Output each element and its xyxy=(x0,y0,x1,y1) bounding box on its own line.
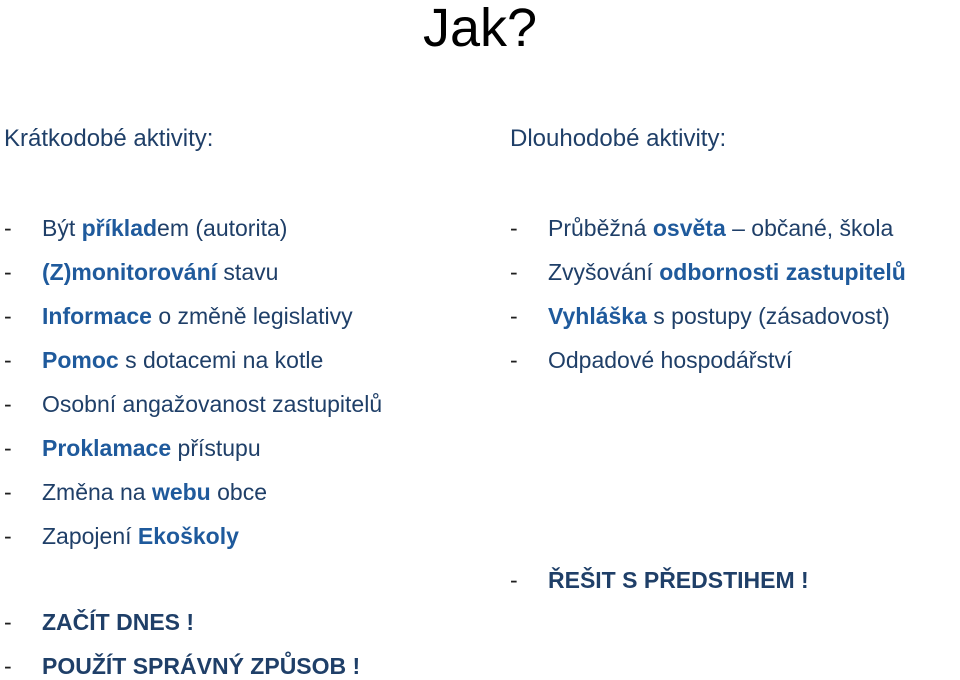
item-text: Být xyxy=(42,215,82,241)
long-term-heading: Dlouhodobé aktivity: xyxy=(510,125,727,152)
highlight-text: webu xyxy=(151,479,211,505)
dash-bullet: - xyxy=(4,653,12,679)
slide-title: Jak? xyxy=(422,0,538,58)
highlight-text: odbornosti zastupitelů xyxy=(659,259,906,285)
short-term-item xyxy=(4,652,360,680)
short-term-item xyxy=(4,478,267,506)
dash-bullet: - xyxy=(4,523,12,549)
short-term-item xyxy=(4,258,278,286)
dash-bullet: - xyxy=(510,215,518,241)
long-term-item xyxy=(510,214,893,242)
emphasis-text: ŘEŠIT S PŘEDSTIHEM ! xyxy=(548,567,809,593)
dash-bullet: - xyxy=(4,609,12,635)
emphasis-text: ZAČÍT DNES ! xyxy=(42,609,195,635)
highlight-text: příklad xyxy=(81,215,158,241)
dash-bullet: - xyxy=(510,567,518,593)
item-text: Zvyšování xyxy=(548,259,660,285)
highlight-text: Proklamace xyxy=(42,435,172,461)
item-text: o změně legislativy xyxy=(151,303,353,329)
short-term-item xyxy=(4,390,382,418)
item-text: – občané, škola xyxy=(725,215,894,241)
item-text: přístupu xyxy=(171,435,261,461)
short-term-item xyxy=(4,608,194,636)
dash-bullet: - xyxy=(4,215,12,241)
short-term-item xyxy=(4,346,323,374)
short-term-item xyxy=(4,214,287,242)
dash-bullet: - xyxy=(4,479,12,505)
long-term-item xyxy=(510,566,809,594)
highlight-text: Pomoc xyxy=(42,347,119,373)
short-term-item xyxy=(4,302,353,330)
emphasis-text: POUŽÍT SPRÁVNÝ ZPŮSOB ! xyxy=(42,653,361,679)
dash-bullet: - xyxy=(4,347,12,373)
item-text: obce xyxy=(210,479,267,505)
highlight-text: Vyhláška xyxy=(548,303,647,329)
item-text: Osobní angažovanost zastupitelů xyxy=(42,391,383,417)
highlight-text: osvěta xyxy=(652,215,726,241)
item-text: s dotacemi na kotle xyxy=(118,347,324,373)
dash-bullet: - xyxy=(4,435,12,461)
item-text: s postupy (zásadovost) xyxy=(646,303,890,329)
long-term-item xyxy=(510,302,890,330)
item-text: Průběžná xyxy=(548,215,653,241)
long-term-item xyxy=(510,258,906,286)
short-term-item xyxy=(4,522,239,550)
dash-bullet: - xyxy=(510,347,518,373)
dash-bullet: - xyxy=(4,303,12,329)
item-text: Odpadové hospodářství xyxy=(548,347,793,373)
short-term-heading: Krátkodobé aktivity: xyxy=(4,125,214,152)
item-text: em (autorita) xyxy=(157,215,288,241)
highlight-text: Ekoškoly xyxy=(137,523,239,549)
item-text: Změna na xyxy=(42,479,152,505)
dash-bullet: - xyxy=(4,391,12,417)
item-text: Zapojení xyxy=(42,523,138,549)
highlight-text: Informace xyxy=(42,303,152,329)
item-text: stavu xyxy=(217,259,279,285)
dash-bullet: - xyxy=(510,259,518,285)
highlight-text: (Z)monitorování xyxy=(42,259,218,285)
short-term-item xyxy=(4,434,261,462)
long-term-item xyxy=(510,346,792,374)
dash-bullet: - xyxy=(510,303,518,329)
dash-bullet: - xyxy=(4,259,12,285)
